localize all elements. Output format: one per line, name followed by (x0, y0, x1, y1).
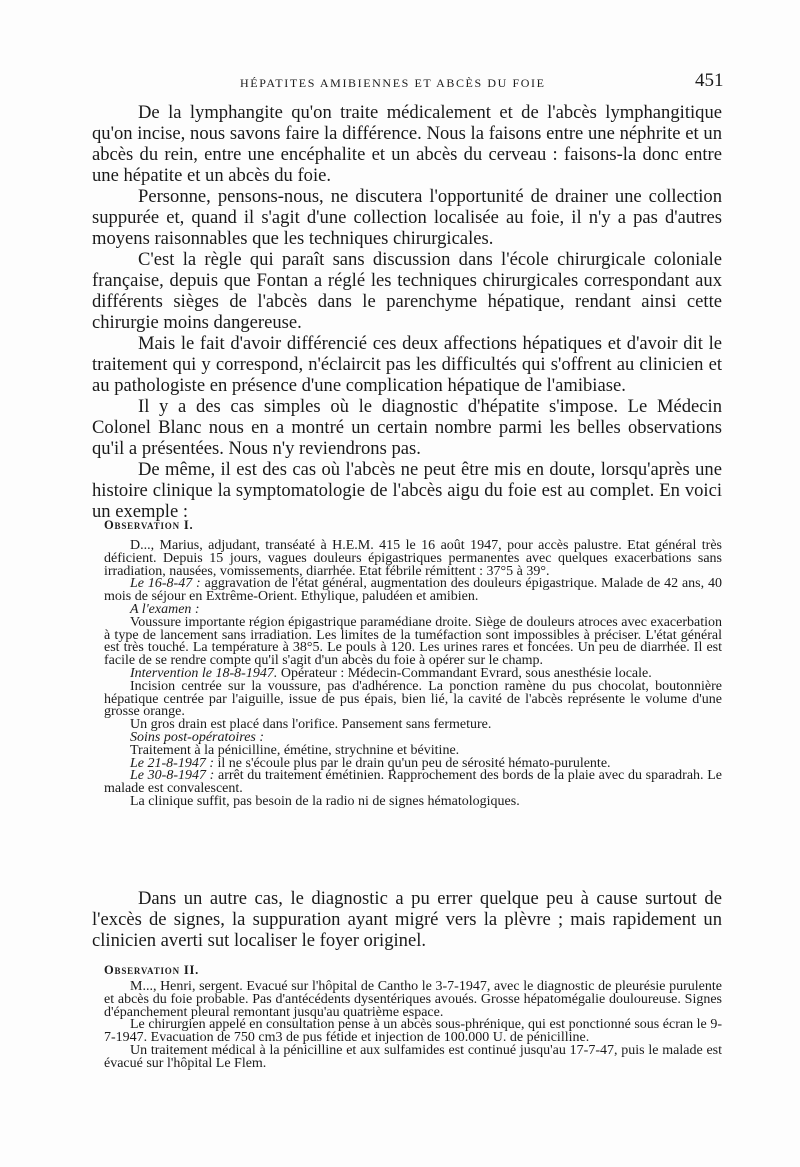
entry-date: Le 21-8-1947 : (130, 755, 214, 771)
observation-entry (104, 578, 722, 604)
middle-text (92, 888, 722, 951)
observation-text: M..., Henri, sergent. Evacué sur l'hôpital de Cantho le 3-7-1947, avec le diagnostic de pleurésie purulente et abcès du foie probable. Pas d'antécédents dysentériques avoués. Grosse hépatomégalie douloureuse. Signes d'épanchement pleural remontant jusqu'au quatrième espace. (104, 979, 722, 1020)
observation-text: Un traitement médical à la pénicilline et aux sulfamides est continué jusqu'au 17-7-47, puis le malade est évacué sur l'hôpital Le Flem. (104, 1042, 722, 1071)
paragraph: De même, il est des cas où l'abcès ne peut être mis en doute, lorsqu'après une histoire clinique la symptomatologie de l'abcès aigu du foie est au complet. En voici un exemple : (92, 459, 722, 522)
running-title: HÉPATITES AMIBIENNES ET ABCÈS DU FOIE (240, 76, 546, 90)
paragraph: Dans un autre cas, le diagnostic a pu errer quelque peu à cause surtout de l'excès de signes, la suppuration ayant migré vers la plèvre ; mais rapidement un clinicien averti sut localiser le foyer originel. (92, 888, 722, 951)
body-text (92, 102, 722, 522)
entry-date: Le 30-8-1947 : (130, 768, 215, 784)
observation-heading: Observation II. (104, 963, 200, 977)
paragraph: C'est la règle qui paraît sans discussion dans l'école chirurgicale coloniale française, depuis que Fontan a réglé les techniques chirurgicales correspondant aux différents sièges de l'abcès dans le parenchyme hépatique, rendant ainsi cette chirurgie moins dangereuse. (92, 249, 722, 333)
observation-text: La clinique suffit, pas besoin de la radio ni de signes hématologiques. (130, 793, 520, 809)
observation-text: Un gros drain est placé dans l'orifice. Pansement sans fermeture. (130, 717, 492, 733)
observation-block (104, 981, 722, 1071)
paragraph: De la lymphangite qu'on traite médicalement et de l'abcès lymphangitique qu'on incise, nous savons faire la différence. Nous la faisons entre une néphrite et un abcès du rein, entre une encéphalite et un abcès du cerveau : faisons-la donc entre une hépatite et un abcès du foie. (92, 102, 722, 186)
section-label: Soins post-opératoires : (130, 729, 265, 745)
paragraph: Personne, pensons-nous, ne discutera l'opportunité de drainer une collection suppurée et, quand il s'agit d'une collection localisée au foie, il n'y a pas d'autres moyens raisonnables que les techniques chirurgicales. (92, 186, 722, 249)
paragraph: Il y a des cas simples où le diagnostic d'hépatite s'impose. Le Médecin Colonel Blanc nous en a montré un certain nombre parmi les belles observations qu'il a présentées. Nous n'y reviendrons pas. (92, 396, 722, 459)
paragraph: Mais le fait d'avoir différencié ces deux affections hépatiques et d'avoir dit le traitement qui y correspond, n'éclaircit pas les difficultés qui s'offrent au clinicien et au pathologiste en présence d'une complication hépatique de l'amibiase. (92, 333, 722, 396)
entry-text: Opérateur : Médecin-Commandant Evrard, sous anesthésie locale. (277, 665, 652, 681)
entry-date: Le 16-8-47 : (130, 576, 201, 592)
page-number: 451 (695, 70, 724, 91)
page-header (0, 70, 800, 96)
entry-text: il ne s'écoule plus par le drain qu'un peu de sérosité hémato-purulente. (214, 755, 611, 771)
entry-label: Intervention le 18-8-1947. (130, 665, 278, 681)
observation-text: Le chirurgien appelé en consultation pense à un abcès sous-phrénique, qui est ponctionné sous écran le 9-7-1947. Evacuation de 750 cm3 de pus fétide et injection de 100.000 U. de pénicilline. (104, 1017, 722, 1046)
observation-text: Voussure importante région épigastrique paramédiane droite. Siège de douleurs atroces avec exacerbation à type de lancement sans irradiation. Les limites de la tuméfaction sont impossibles à préciser. L'état général est très touché. La température à 38°5. Le pouls à 120. Les urines rares et foncées. Un peu de diarrhée. Il est facile de se rendre compte qu'il s'agit d'un abcès du foie à opérer sur le champ. (104, 614, 722, 669)
observation-intro: D..., Marius, adjudant, transéaté à H.E.M. 415 le 16 août 1947, pour accès palustre. Etat général très déficient. Depuis 15 jours, vagues douleurs épigastriques permanentes avec quelques exacerbations sans irradiation, nausées, vomissements, diarrhée. Etat fébrile rémittent : 37°5 à 39°. (104, 538, 722, 579)
entry-text: aggravation de l'état général, augmentation des douleurs épigastrique. Malade de 42 ans, 40 mois de séjour en Extrême-Orient. Ethylique, paludéen et amibien. (104, 576, 722, 605)
observation-entry (104, 770, 722, 796)
observation-text: Traitement à la pénicilline, émétine, strychnine et bévitine. (130, 742, 460, 758)
observation-heading: Observation I. (104, 518, 194, 532)
observation-text: Incision centrée sur la voussure, pas d'adhérence. La ponction ramène du pus chocolat, boutonnière hépatique centrée par l'aiguille, issue de pus épais, bien lié, la cavité de l'abcès représente le volume d'une grosse orange. (104, 678, 722, 720)
section-label: A l'examen : (130, 601, 200, 617)
entry-text: arrêt du traitement émétinien. Rapprochement des bords de la plaie avec du sparadrah. Le malade est convalescent. (104, 768, 722, 797)
observation-block (104, 540, 722, 809)
